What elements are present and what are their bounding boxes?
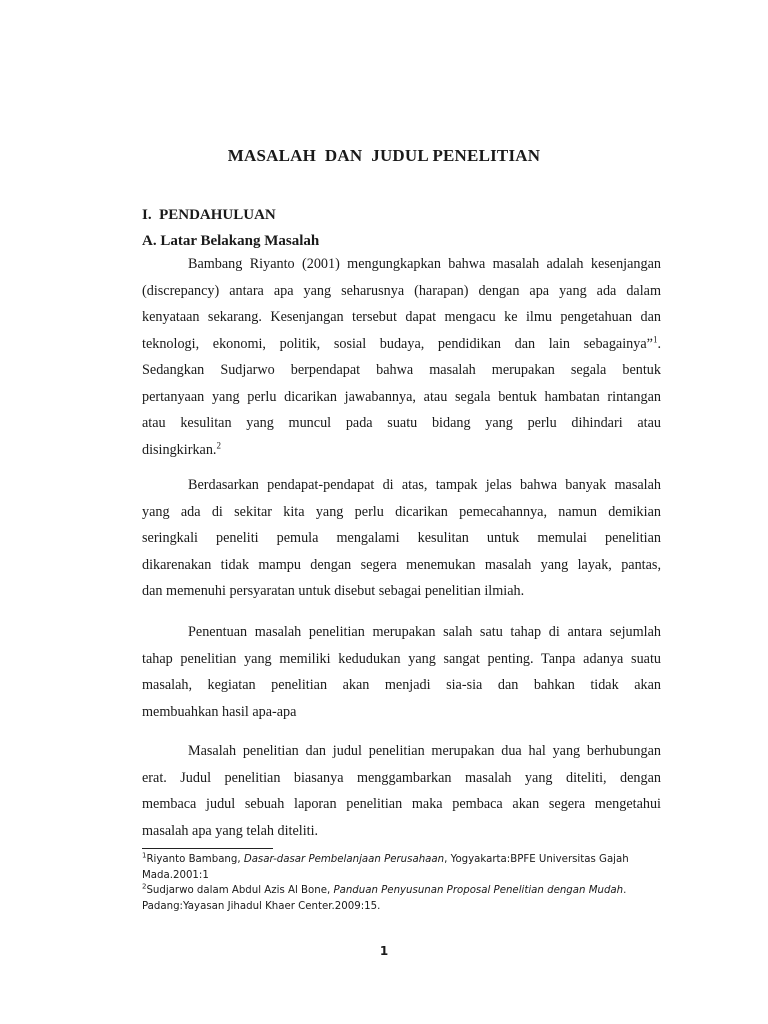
paragraph-line: teknologi, ekonomi, politik, sosial budaya, pendidikan dan lain sebagainya”$^1$.	[142, 333, 661, 352]
subsection-heading: A. Latar Belakang Masalah	[142, 233, 320, 249]
footnote-ref-1: 1	[652, 333, 658, 344]
paragraph-line: erat. Judul penelitian biasanya menggambarkan masalah yang diteliti, dengan	[142, 769, 661, 786]
footnote-2-line2: Padang:Yayasan Jihadul Khaer Center.2009:15.	[142, 900, 381, 912]
paragraph-line: (discrepancy) antara apa yang seharusnya (harapan) dengan apa yang ada dalam	[142, 282, 661, 299]
footnote-separator	[142, 848, 273, 849]
paragraph-line: Bambang Riyanto (2001) mengungkapkan bahwa masalah adalah kesenjangan	[188, 256, 661, 272]
paragraph-line: tahap penelitian yang memiliki kedudukan yang sangat penting. Tanpa adanya suatu	[142, 650, 661, 667]
paragraph-4	[142, 738, 661, 844]
footnote-1-rest: , Yogyakarta:BPFE Universitas Gajah	[444, 854, 629, 865]
paragraph-line: pertanyaan yang perlu dicarikan jawabannya, atau segala bentuk hambatan rintangan	[142, 388, 661, 405]
footnote-1-line2: Mada.2001:1	[142, 869, 209, 881]
footnote-2	[142, 883, 662, 899]
footnote-1-author: Riyanto Bambang,	[146, 854, 244, 865]
paragraph-line: Berdasarkan pendapat-pendapat di atas, tampak jelas bahwa banyak masalah	[188, 477, 661, 493]
paragraph-line: dan memenuhi persyaratan untuk disebut sebagai penelitian ilmiah.	[142, 583, 525, 599]
page-number: 1	[379, 944, 389, 958]
paragraph-2	[142, 472, 661, 605]
footnotes	[142, 852, 662, 914]
paragraph-line: yang ada di sekitar kita yang perlu dicarikan pemecahannya, namun demikian	[142, 503, 661, 520]
paragraph-line: Penentuan masalah penelitian merupakan salah satu tahap di antara sejumlah	[188, 624, 661, 640]
paragraph-line: atau kesulitan yang muncul pada suatu bidang yang perlu dihindari atau	[142, 415, 661, 431]
paragraph-line: kenyataan sekarang. Kesenjangan tersebut dapat mengacu ke ilmu pengetahuan dan	[142, 309, 661, 325]
paragraph-line: seringkali peneliti pemula mengalami kesulitan untuk memulai penelitian	[142, 530, 661, 546]
paragraph-line	[142, 437, 661, 464]
paragraph-line: Masalah penelitian dan judul penelitian merupakan dua hal yang berhubungan	[188, 743, 661, 759]
footnote-1-number: 1	[142, 851, 147, 860]
paragraph-line: Sedangkan Sudjarwo berpendapat bahwa masalah merupakan segala bentuk	[142, 362, 661, 378]
paragraph-1	[142, 251, 661, 463]
document-title: MASALAH DAN JUDUL PENELITIAN	[227, 146, 541, 165]
footnote-1	[142, 852, 662, 868]
paragraph-line: dikarenakan tidak mampu dengan segera menemukan masalah yang layak, pantas,	[142, 556, 661, 573]
paragraph-line: masalah, kegiatan penelitian akan menjadi sia-sia dan bahkan tidak akan	[142, 677, 661, 693]
section-heading: I. PENDAHULUAN	[142, 207, 276, 223]
footnote-2-number: 2	[142, 882, 147, 891]
footnote-2-author: Sudjarwo dalam Abdul Azis Al Bone,	[146, 885, 334, 896]
footnote-ref-2: 2	[216, 439, 221, 450]
paragraph-line: masalah apa yang telah diteliti.	[142, 822, 319, 839]
footnote-2-rest: .	[623, 885, 627, 896]
footnote-2-title: Panduan Penyusunan Proposal Penelitian dengan Mudah	[333, 885, 624, 896]
paragraph-3	[142, 619, 661, 725]
paragraph-line: membuahkan hasil apa-apa	[142, 703, 297, 720]
footnote-1-title: Dasar-dasar Pembelanjaan Perusahaan	[243, 854, 445, 865]
paragraph-line-text: disingkirkan.	[142, 441, 217, 458]
paragraph-line-text: teknologi, ekonomi, politik, sosial budaya, pendidikan dan lain sebagainya”	[142, 335, 653, 352]
paragraph-line: membaca judul sebuah laporan penelitian maka pembaca akan segera mengetahui	[142, 796, 661, 812]
